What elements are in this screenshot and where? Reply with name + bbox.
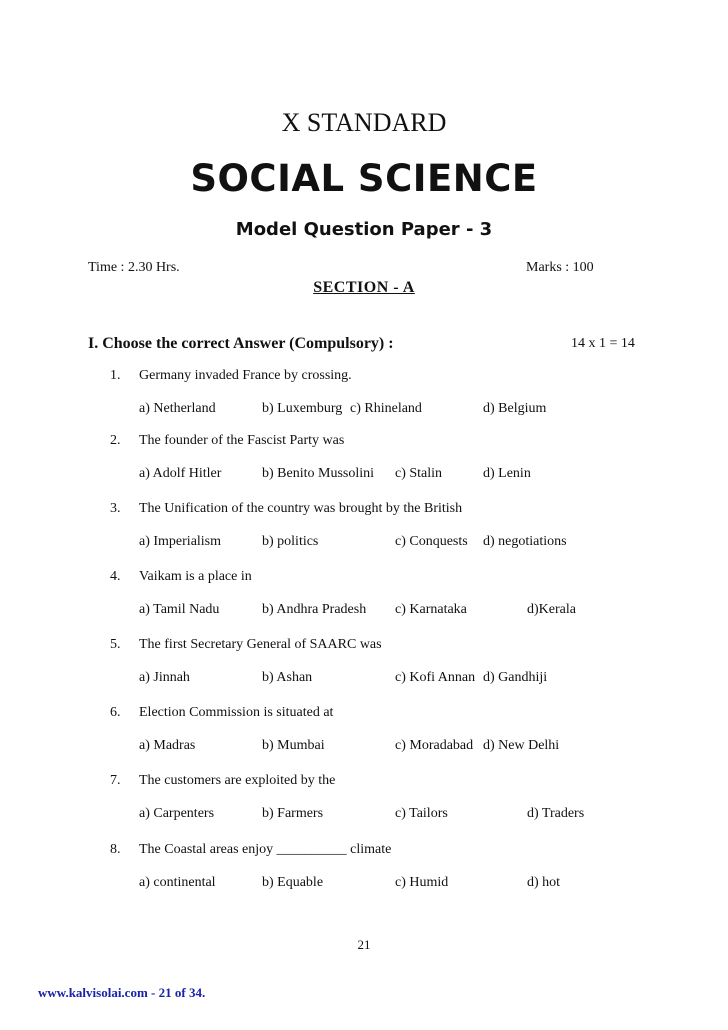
- answer-option: a) Jinnah: [139, 670, 190, 685]
- question-text: The Unification of the country was brought by the British: [139, 501, 463, 516]
- answer-option: d) negotiations: [483, 534, 567, 549]
- standard-heading: X STANDARD: [281, 108, 447, 137]
- answer-option: d) hot: [527, 875, 561, 890]
- answer-option: a) Adolf Hitler: [139, 466, 222, 481]
- answer-option: a) continental: [139, 875, 216, 890]
- question-number: 5.: [110, 637, 121, 652]
- answer-option: b) Mumbai: [262, 738, 325, 753]
- question-number: 6.: [110, 705, 121, 720]
- page-number: 21: [357, 937, 371, 952]
- answer-option: b) Andhra Pradesh: [262, 602, 367, 617]
- answer-option: b) Luxemburg: [262, 401, 343, 416]
- answer-option: c) Karnataka: [395, 602, 467, 617]
- question-number: 3.: [110, 501, 121, 516]
- question-text: The customers are exploited by the: [139, 773, 336, 788]
- answer-option: a) Netherland: [139, 401, 216, 416]
- answer-option: a) Carpenters: [139, 806, 215, 821]
- answer-option: c) Tailors: [395, 806, 448, 821]
- question-number: 8.: [110, 842, 121, 857]
- answer-option: a) Madras: [139, 738, 196, 753]
- question-number: 2.: [110, 433, 121, 448]
- answer-option: c) Stalin: [395, 466, 443, 481]
- answer-option: a) Tamil Nadu: [139, 602, 220, 617]
- question-number: 1.: [110, 368, 121, 383]
- answer-option: c) Rhineland: [350, 401, 422, 416]
- instruction-text: I. Choose the correct Answer (Compulsory) :: [88, 335, 394, 352]
- marks-label: Marks : 100: [526, 260, 594, 275]
- answer-option: b) Benito Mussolini: [262, 466, 375, 481]
- question-text: Germany invaded France by crossing.: [139, 368, 352, 383]
- answer-option: d) Belgium: [483, 401, 547, 416]
- answer-option: a) Imperialism: [139, 534, 222, 549]
- question-text: Election Commission is situated at: [139, 705, 334, 720]
- answer-option: b) Ashan: [262, 670, 313, 685]
- subject-title: SOCIAL SCIENCE: [190, 157, 538, 200]
- time-label: Time : 2.30 Hrs.: [88, 260, 180, 275]
- answer-option: d) Lenin: [483, 466, 531, 481]
- answer-option: d)Kerala: [527, 602, 576, 617]
- question-text: The founder of the Fascist Party was: [139, 433, 345, 448]
- answer-option: d) Gandhiji: [483, 670, 548, 685]
- question-text: The Coastal areas enjoy __________ climate: [139, 842, 392, 857]
- source-link[interactable]: www.kalvisolai.com - 21 of 34.: [38, 985, 206, 1000]
- answer-option: c) Kofi Annan: [395, 670, 476, 685]
- answer-option: c) Conquests: [395, 534, 468, 549]
- answer-option: c) Moradabad: [395, 738, 474, 753]
- answer-option: d) Traders: [527, 806, 585, 821]
- paper-title: Model Question Paper - 3: [235, 219, 493, 240]
- section-heading: SECTION - A: [313, 279, 415, 296]
- instruction-marks: 14 x 1 = 14: [571, 336, 635, 351]
- answer-option: b) Equable: [262, 875, 324, 890]
- answer-option: b) politics: [262, 534, 319, 549]
- question-number: 7.: [110, 773, 121, 788]
- question-text: Vaikam is a place in: [139, 569, 252, 584]
- question-number: 4.: [110, 569, 121, 584]
- answer-option: c) Humid: [395, 875, 449, 890]
- question-text: The first Secretary General of SAARC was: [139, 637, 382, 652]
- answer-option: d) New Delhi: [483, 738, 560, 753]
- answer-option: b) Farmers: [262, 806, 324, 821]
